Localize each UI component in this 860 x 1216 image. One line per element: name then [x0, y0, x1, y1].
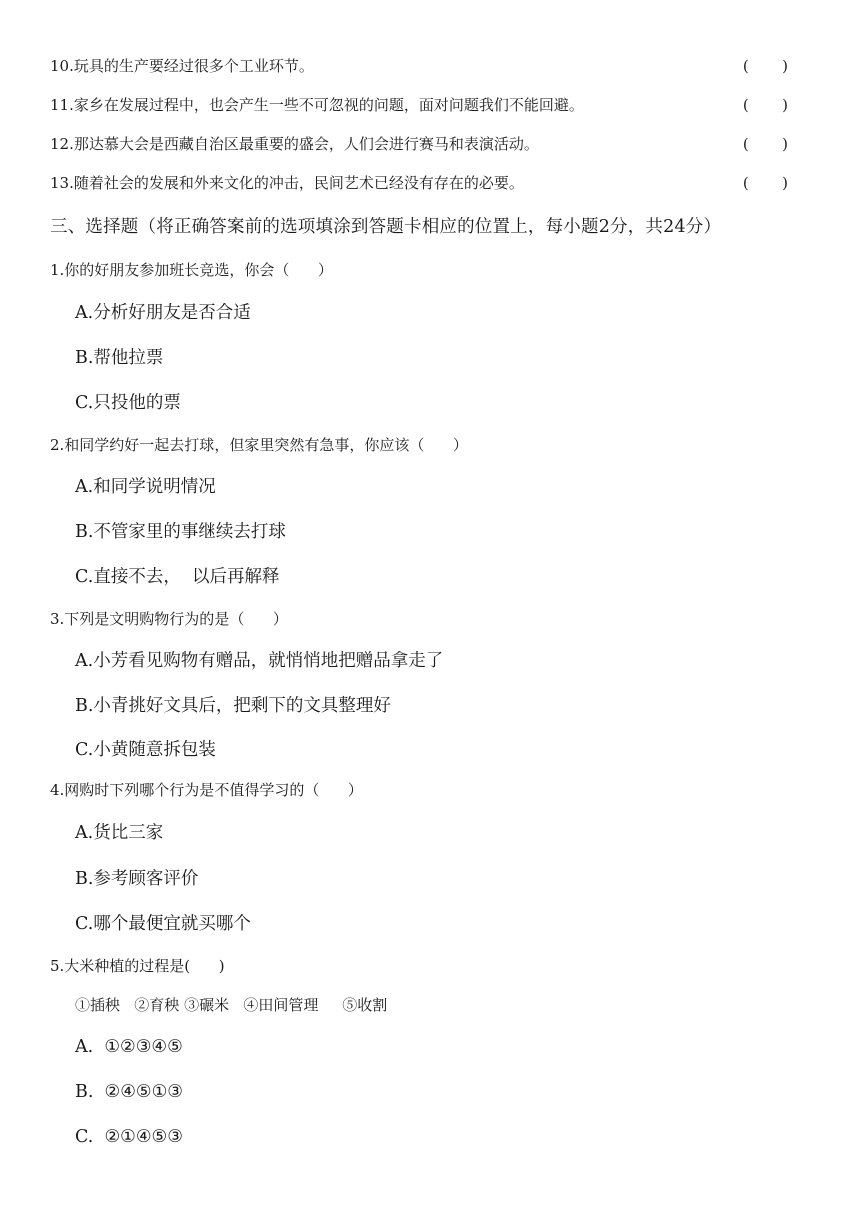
- answer-blank: ( ): [742, 57, 788, 75]
- question-1-option-a: A.分析好朋友是否合适: [75, 303, 251, 323]
- tf-question-text: 13.随着社会的发展和外来文化的冲击，民间艺术已经没有存在的必要。: [50, 174, 524, 192]
- tf-item-10: [50, 54, 790, 78]
- question-2-stem: 2.和同学约好一起去打球，但家里突然有急事，你应该（ ）: [50, 436, 468, 454]
- tf-item-13: [50, 171, 790, 195]
- question-3-option-b: B.小青挑好文具后，把剩下的文具整理好: [75, 696, 391, 716]
- tf-question-text: 10.玩具的生产要经过很多个工业环节。: [50, 57, 314, 75]
- answer-blank: ( ): [742, 135, 788, 153]
- tf-question-text: 11.家乡在发展过程中，也会产生一些不可忽视的问题，面对问题我们不能回避。: [50, 96, 584, 114]
- question-5-option-a: A. ①②③④⑤: [75, 1037, 183, 1057]
- question-3-stem: 3.下列是文明购物行为的是（ ）: [50, 610, 288, 628]
- question-2-option-b: B.不管家里的事继续去打球: [75, 522, 286, 542]
- question-2-option-a: A.和同学说明情况: [75, 477, 216, 497]
- tf-item-11: [50, 93, 790, 117]
- question-3-option-c: C.小黄随意拆包装: [75, 740, 216, 760]
- section-heading: 三、选择题（将正确答案前的选项填涂到答题卡相应的位置上，每小题2分，共24分）: [50, 217, 722, 237]
- question-4-option-c: C.哪个最便宜就买哪个: [75, 914, 251, 934]
- tf-item-12: [50, 132, 790, 156]
- question-5-option-c: C. ②①④⑤③: [75, 1127, 183, 1147]
- question-4-option-b: B.参考顾客评价: [75, 869, 199, 889]
- question-3-option-a: A.小芳看见购物有赠品，就悄悄地把赠品拿走了: [75, 651, 444, 671]
- question-1-option-b: B.帮他拉票: [75, 348, 164, 368]
- answer-blank: ( ): [742, 174, 788, 192]
- question-4-stem: 4.网购时下列哪个行为是不值得学习的（ ）: [50, 781, 363, 799]
- question-5-option-b: B. ②④⑤①③: [75, 1082, 183, 1102]
- question-5-stem: 5.大米种植的过程是( ): [50, 957, 225, 975]
- question-5-steps: ①插秧 ②育秧 ③碾米 ④田间管理 ⑤收割: [75, 996, 388, 1014]
- tf-question-text: 12.那达慕大会是西藏自治区最重要的盛会，人们会进行赛马和表演活动。: [50, 135, 539, 153]
- question-2-option-c: C.直接不去， 以后再解释: [75, 567, 280, 587]
- question-1-option-c: C.只投他的票: [75, 393, 181, 413]
- answer-blank: ( ): [742, 96, 788, 114]
- question-4-option-a: A.货比三家: [75, 823, 164, 843]
- question-1-stem: 1.你的好朋友参加班长竞选，你会（ ）: [50, 261, 333, 279]
